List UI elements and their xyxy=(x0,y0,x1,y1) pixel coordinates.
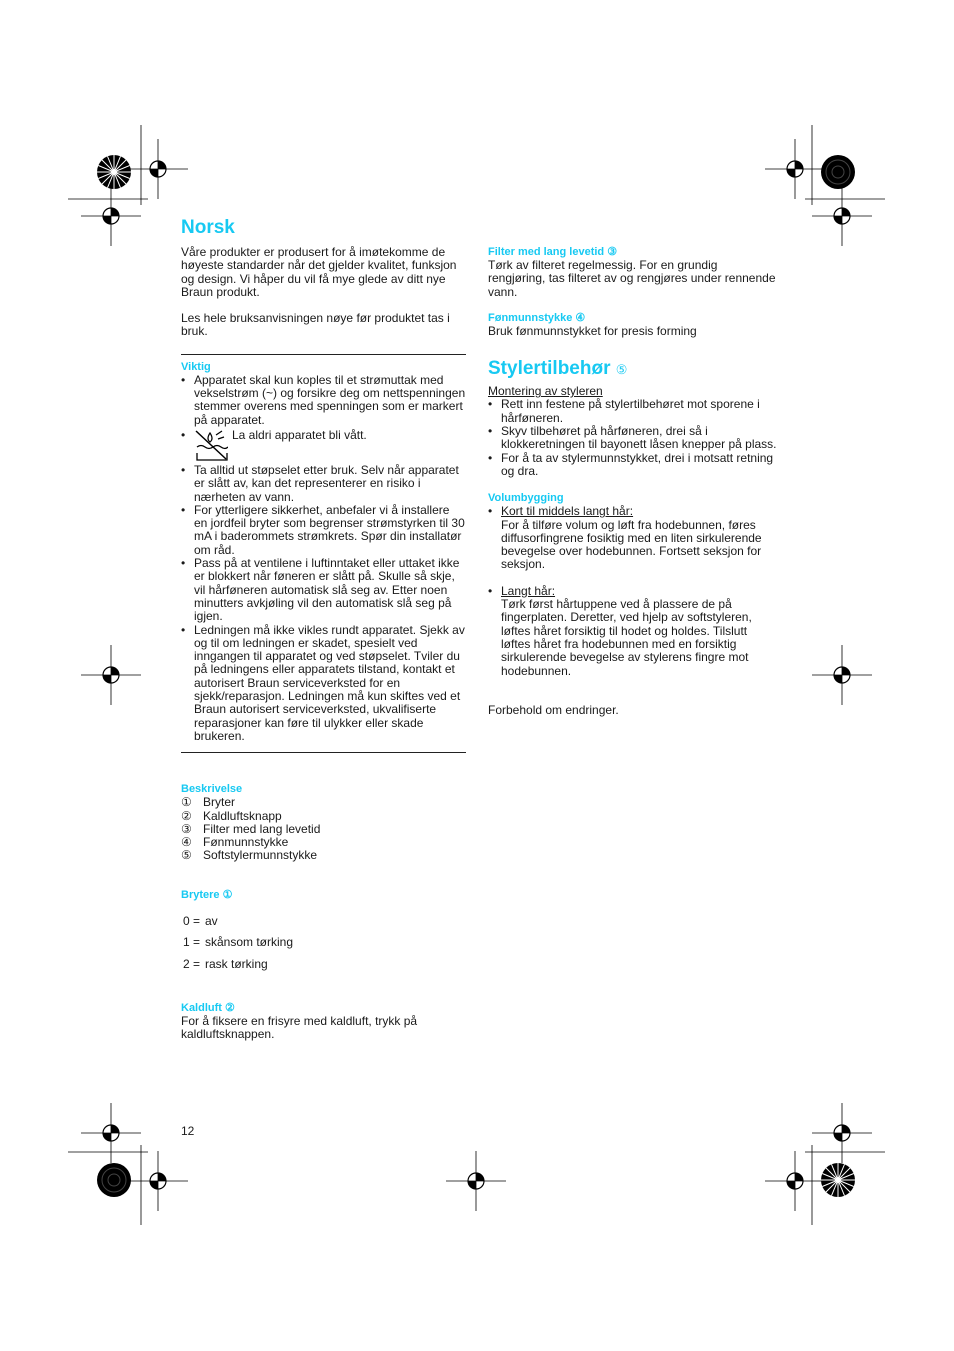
fonmunnstykke-heading: Fønmunnstykke ④ xyxy=(488,311,586,324)
viktig-heading: Viktig xyxy=(181,360,211,373)
list-item: ② Kaldluftsknapp xyxy=(181,808,282,823)
list-item: • For å ta av stylermunnstykket, drei i motsatt retning og dra. xyxy=(488,452,778,479)
list-item: • Rett inn festene på stylertilbehøret mot sporene i hårføneren. xyxy=(488,398,778,425)
list-item: • Skyv tilbehøret på hårføneren, drei så i klokkeretningen til bayonett låsen knepper på plass. xyxy=(488,425,778,452)
right-column xyxy=(488,246,778,717)
filter-text: Tørk av filteret regelmessig. For en grundig rengjøring, tas filteret av og rengjøres under rennende vann. xyxy=(488,258,776,299)
filter-heading: Filter med lang levetid ③ xyxy=(488,246,618,258)
list-item xyxy=(181,429,466,464)
list-item: • Kort til middels langt hår: For å tilføre volum og løft fra hodebunnen, føres diffusorfingrene fosiktig med en liten sirkulerende bevegelse over hodebunnen. Fortsett seksjon for seksjon. xyxy=(488,505,778,571)
list-item: ④ Fønmunnstykke xyxy=(181,835,289,850)
stylertilbehor-heading: Stylertilbehør ⑤ xyxy=(488,358,628,380)
list-item: • Langt hår: Tørk først hårtuppene ved å plassere de på fingerplaten. Deretter, ved hjelp av softstyleren, løftes håret forsiktig til hodet og holdes. Tilslutt løftes håret fra hodebunnen med en forsiktig sirkulerende bevegelse av stylerens fingre mot hodebunnen. xyxy=(488,585,778,678)
table-row: 1 = skånsom tørking xyxy=(183,935,294,950)
viktig-list xyxy=(181,374,466,743)
table-row: 0 = av xyxy=(183,913,218,928)
brytere-heading: Brytere ① xyxy=(181,888,233,901)
water-warning-text: La aldri apparatet bli vått. xyxy=(232,427,367,442)
page-title: Norsk xyxy=(181,217,235,238)
left-column xyxy=(181,218,466,1042)
volumbygging-heading: Volumbygging xyxy=(488,492,564,505)
stylertilbehor-number: ⑤ xyxy=(615,362,628,378)
fonmunnstykke-text: Bruk fønmunnstykket for presis forming xyxy=(488,323,697,338)
list-item: ① Bryter xyxy=(181,795,236,810)
table-row: 2 = rask tørking xyxy=(183,956,268,971)
list-item: • Pass på at ventilene i luftinntaket eller uttaket ikke er blokkert når føneren er slått på. Skulle så skje, vil hårføneren automatisk slå seg av. Etter noen minutters avkjøling vil den automatisk slå seg på igjen. xyxy=(181,557,466,623)
beskrivelse-heading: Beskrivelse xyxy=(181,783,243,796)
forbehold-text: Forbehold om endringer. xyxy=(488,702,619,717)
page-number: 12 xyxy=(181,1124,195,1138)
list-item: ⑤ Softstylermunnstykke xyxy=(181,848,318,863)
intro-paragraph-2: Les hele bruksanvisningen nøye før produktet tas i bruk. xyxy=(181,311,450,339)
beskrivelse-list xyxy=(181,796,466,862)
volumbygging-list xyxy=(488,505,778,678)
kaldluft-text: For å fiksere en frisyre med kaldluft, trykk på kaldluftsknappen. xyxy=(181,1014,418,1042)
kaldluft-heading: Kaldluft ② xyxy=(181,1002,235,1015)
list-item: ③ Filter med lang levetid xyxy=(181,821,321,836)
list-item: • Ta alltid ut støpselet etter bruk. Selv når apparatet er slått av, kan det representerer en risiko i nærheten av vann. xyxy=(181,464,466,504)
list-item: • Apparatet skal kun koples til et strømuttak med vekselstrøm (~) og forsikre deg om nettspenningen stemmer overens med spenningen som er markert på apparatet. xyxy=(181,374,466,427)
montering-subheading: Montering av styleren xyxy=(488,384,603,399)
brytere-table xyxy=(181,915,466,980)
list-item: • For ytterligere sikkerhet, anbefaler vi å installere en jordfeil bryter som begrenser strømstyrken til 30 mA i baderommets strømkrets. Spør din installatør om råd. xyxy=(181,504,466,557)
list-item: • Ledningen må ikke vikles rundt apparatet. Sjekk av og til om ledningen er skadet, spesielt ved inngangen til apparatet og ved støpselet. Tviler du på ledningens eller apparatets tilstand, kontakt et autorisert Braun serviceverksted for en sjekk/reparasjon. Ledningen må kun skiftes ved et Braun autorisert serviceverksted, ukvalifiserte reparasjoner kan føre til ulykker eller skade brukeren. xyxy=(181,624,466,744)
no-water-icon xyxy=(194,429,228,461)
montering-list xyxy=(488,398,778,478)
intro-paragraph-1: Våre produkter er produsert for å imøtekomme de høyeste standarder når det gjelder kvalitet, funksjon og design. Vi håper du vil få mye glede av ditt nye Braun produkt. xyxy=(181,245,457,299)
